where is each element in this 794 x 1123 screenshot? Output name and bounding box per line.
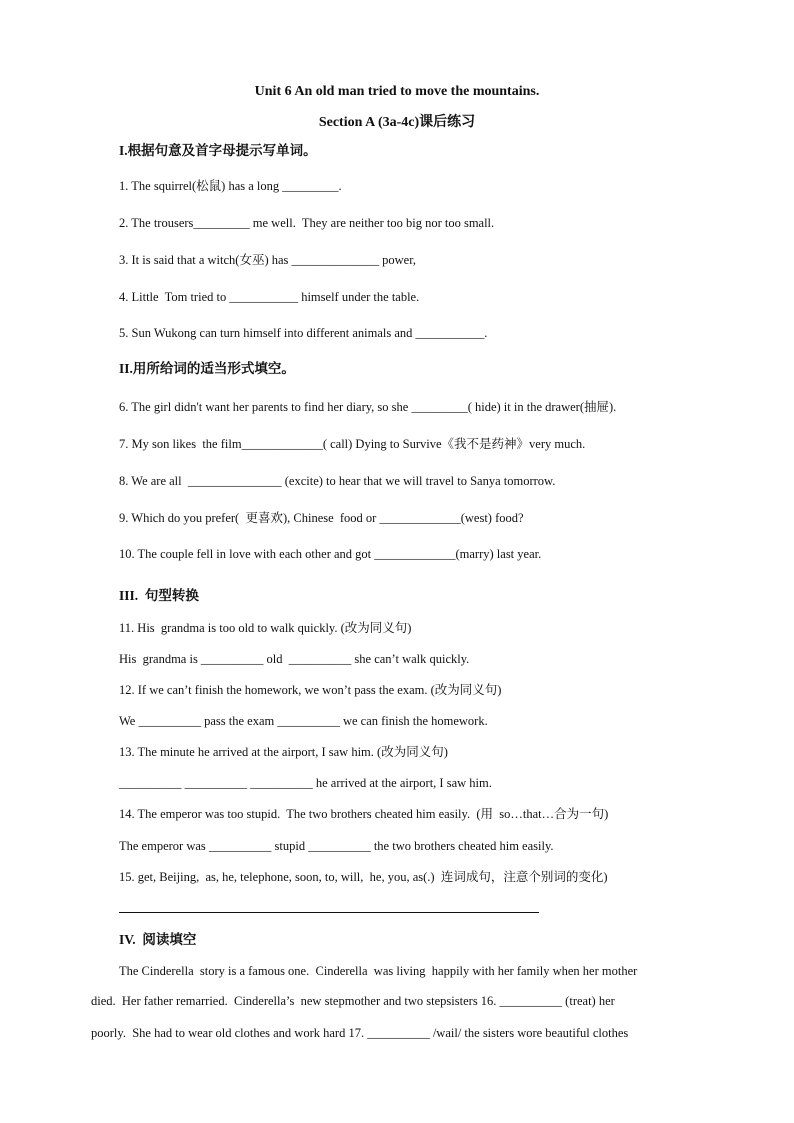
question-2: 2. The trousers_________ me well. They are neither too big nor too small. bbox=[119, 216, 495, 230]
question-9: 9. Which do you prefer( 更喜欢), Chinese food or _____________(west) food? bbox=[119, 511, 524, 525]
answer-line bbox=[119, 912, 539, 913]
question-12: 12. If we can’t finish the homework, we won’t pass the exam. (改为同义句) bbox=[119, 683, 502, 697]
document-title: Unit 6 An old man tried to move the mountains. bbox=[254, 84, 540, 99]
question-13-answer: __________ __________ __________ he arrived at the airport, I saw him. bbox=[119, 776, 492, 790]
question-4: 4. Little Tom tried to ___________ himself under the table. bbox=[119, 290, 420, 304]
question-3: 3. It is said that a witch(女巫) has ______________ power, bbox=[119, 253, 417, 267]
passage-line-2: died. Her father remarried. Cinderella’s new stepmother and two stepsisters 16. __________ (treat) her bbox=[91, 994, 615, 1008]
question-7: 7. My son likes the film_____________( call) Dying to Survive《我不是药神》very much. bbox=[119, 437, 586, 451]
question-14-answer: The emperor was __________ stupid __________ the two brothers cheated him easily. bbox=[119, 839, 554, 853]
question-1: 1. The squirrel(松鼠) has a long _________. bbox=[119, 179, 342, 193]
question-11-answer: His grandma is __________ old __________ she can’t walk quickly. bbox=[119, 652, 470, 666]
question-10: 10. The couple fell in love with each other and got _____________(marry) last year. bbox=[119, 547, 542, 561]
question-6: 6. The girl didn't want her parents to find her diary, so she _________( hide) it in the drawer(抽屉). bbox=[119, 400, 617, 414]
section-2-heading: II.用所给词的适当形式填空。 bbox=[119, 361, 295, 376]
question-11: 11. His grandma is too old to walk quickly. (改为同义句) bbox=[119, 621, 412, 635]
question-5: 5. Sun Wukong can turn himself into different animals and ___________. bbox=[119, 326, 488, 340]
document-subtitle: Section A (3a-4c)课后练习 bbox=[318, 115, 476, 130]
passage-line-1: The Cinderella story is a famous one. Cinderella was living happily with her family when her mother bbox=[119, 964, 638, 978]
question-13: 13. The minute he arrived at the airport, I saw him. (改为同义句) bbox=[119, 745, 448, 759]
question-8: 8. We are all _______________ (excite) to hear that we will travel to Sanya tomorrow. bbox=[119, 474, 556, 488]
section-3-heading: III. 句型转换 bbox=[119, 588, 199, 603]
section-4-heading: IV. 阅读填空 bbox=[119, 932, 197, 947]
section-1-heading: I.根据句意及首字母提示写单词。 bbox=[119, 143, 317, 158]
question-14: 14. The emperor was too stupid. The two brothers cheated him easily. (用 so…that…合为一句) bbox=[119, 807, 609, 821]
question-15: 15. get, Beijing, as, he, telephone, soon, to, will, he, you, as(.) 连词成句，注意个别词的变化) bbox=[119, 870, 608, 884]
question-12-answer: We __________ pass the exam __________ we can finish the homework. bbox=[119, 714, 488, 728]
passage-line-3: poorly. She had to wear old clothes and work hard 17. __________ /wail/ the sisters wore beautiful clothes bbox=[91, 1026, 629, 1040]
